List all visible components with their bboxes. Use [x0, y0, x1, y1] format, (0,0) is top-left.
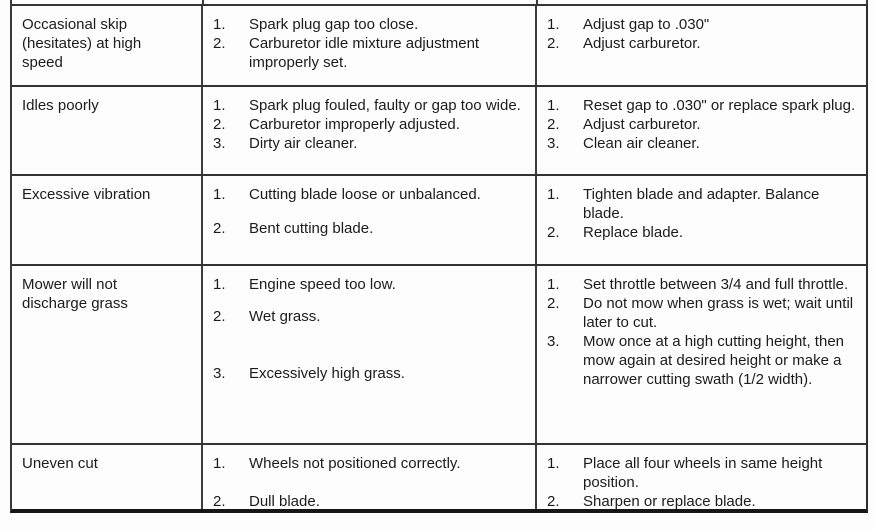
item-text: Clean air cleaner. — [583, 135, 700, 152]
remedy-cell — [537, 176, 866, 264]
table-row — [12, 87, 866, 176]
item-text: Dirty air cleaner. — [249, 135, 358, 152]
remedy-item — [547, 185, 856, 223]
table-row — [12, 6, 866, 87]
item-text: Adjust carburetor. — [583, 116, 701, 133]
item-text: Place all four wheels in same height position. — [583, 455, 823, 491]
item-text: Spark plug gap too close. — [249, 16, 419, 33]
remedy-item — [547, 134, 856, 153]
item-number: 2. — [213, 220, 226, 237]
problem-cell — [12, 6, 203, 85]
item-number: 1. — [547, 16, 560, 33]
remedy-cell — [537, 445, 866, 509]
cause-cell — [203, 176, 537, 264]
item-text: Sharpen or replace blade. — [583, 493, 756, 509]
problem-cell — [12, 445, 203, 509]
item-number: 3. — [547, 135, 560, 152]
item-text: Carburetor improperly adjusted. — [249, 116, 460, 133]
item-text: Carburetor idle mixture adjustment improperly set. — [249, 35, 480, 71]
table-row — [12, 176, 866, 266]
item-text: Engine speed too low. — [249, 276, 396, 293]
item-text: Reset gap to .030" or replace spark plug. — [583, 97, 856, 114]
cause-item — [213, 492, 523, 509]
item-number: 1. — [547, 97, 560, 114]
cause-cell — [203, 6, 537, 85]
problem-text: Uneven cut — [22, 455, 98, 472]
problem-cell — [12, 266, 203, 443]
item-text: Tighten blade and adapter. Balance blade. — [583, 186, 820, 222]
remedy-item — [547, 15, 856, 34]
item-text: Spark plug fouled, faulty or gap too wide. — [249, 97, 521, 114]
item-number: 1. — [213, 186, 226, 203]
cause-cell — [203, 266, 537, 443]
remedy-item — [547, 96, 856, 115]
cause-cell — [203, 87, 537, 174]
remedy-item — [547, 115, 856, 134]
item-text: Adjust gap to .030" — [583, 16, 710, 33]
item-number: 2. — [547, 35, 560, 52]
table-row — [12, 445, 866, 509]
item-number: 2. — [213, 308, 226, 325]
item-number: 1. — [213, 97, 226, 114]
cause-item — [213, 364, 523, 383]
item-number: 2. — [547, 493, 560, 509]
item-text: Wet grass. — [249, 308, 321, 325]
item-number: 3. — [213, 365, 226, 382]
remedy-cell — [537, 266, 866, 443]
table-row — [12, 266, 866, 445]
cause-item — [213, 115, 523, 134]
item-number: 1. — [547, 276, 560, 293]
item-number: 2. — [213, 35, 226, 52]
remedy-item — [547, 34, 856, 53]
cause-item — [213, 454, 523, 473]
item-text: Do not mow when grass is wet; wait until later to cut. — [583, 295, 854, 331]
problem-text: Mower will not discharge grass — [22, 276, 128, 312]
item-number: 3. — [547, 333, 560, 350]
item-text: Mow once at a high cutting height, then mow again at desired height or make a narrower cutting swath (1/2 width). — [583, 333, 845, 388]
item-number: 2. — [213, 493, 226, 509]
remedy-item — [547, 492, 856, 509]
cause-item — [213, 307, 523, 326]
item-number: 2. — [547, 295, 560, 312]
item-number: 1. — [213, 276, 226, 293]
problem-cell — [12, 87, 203, 174]
cause-cell — [203, 445, 537, 509]
item-number: 1. — [213, 455, 226, 472]
item-text: Bent cutting blade. — [249, 220, 374, 237]
cause-item — [213, 185, 523, 204]
cause-item — [213, 275, 523, 294]
item-number: 1. — [213, 16, 226, 33]
problem-text: Occasional skip (hesitates) at high speed — [22, 16, 142, 71]
remedy-item — [547, 454, 856, 492]
item-text: Set throttle between 3/4 and full throttle. — [583, 276, 849, 293]
cause-item — [213, 219, 523, 238]
remedy-item — [547, 294, 856, 332]
remedy-cell — [537, 87, 866, 174]
item-number: 2. — [213, 116, 226, 133]
remedy-item — [547, 332, 856, 389]
cause-item — [213, 15, 523, 34]
troubleshooting-table — [10, 4, 868, 513]
problem-cell — [12, 176, 203, 264]
item-number: 2. — [547, 116, 560, 133]
item-number: 2. — [547, 224, 560, 241]
cause-item — [213, 34, 523, 72]
item-text: Excessively high grass. — [249, 365, 405, 382]
problem-text: Idles poorly — [22, 97, 99, 114]
remedy-item — [547, 275, 856, 294]
item-text: Cutting blade loose or unbalanced. — [249, 186, 481, 203]
cause-item — [213, 134, 523, 153]
item-text: Replace blade. — [583, 224, 684, 241]
remedy-cell — [537, 6, 866, 85]
item-number: 1. — [547, 455, 560, 472]
item-number: 1. — [547, 186, 560, 203]
item-text: Dull blade. — [249, 493, 320, 509]
remedy-item — [547, 223, 856, 242]
cause-item — [213, 96, 523, 115]
item-number: 3. — [213, 135, 226, 152]
item-text: Wheels not positioned correctly. — [249, 455, 461, 472]
problem-text: Excessive vibration — [22, 186, 151, 203]
item-text: Adjust carburetor. — [583, 35, 701, 52]
